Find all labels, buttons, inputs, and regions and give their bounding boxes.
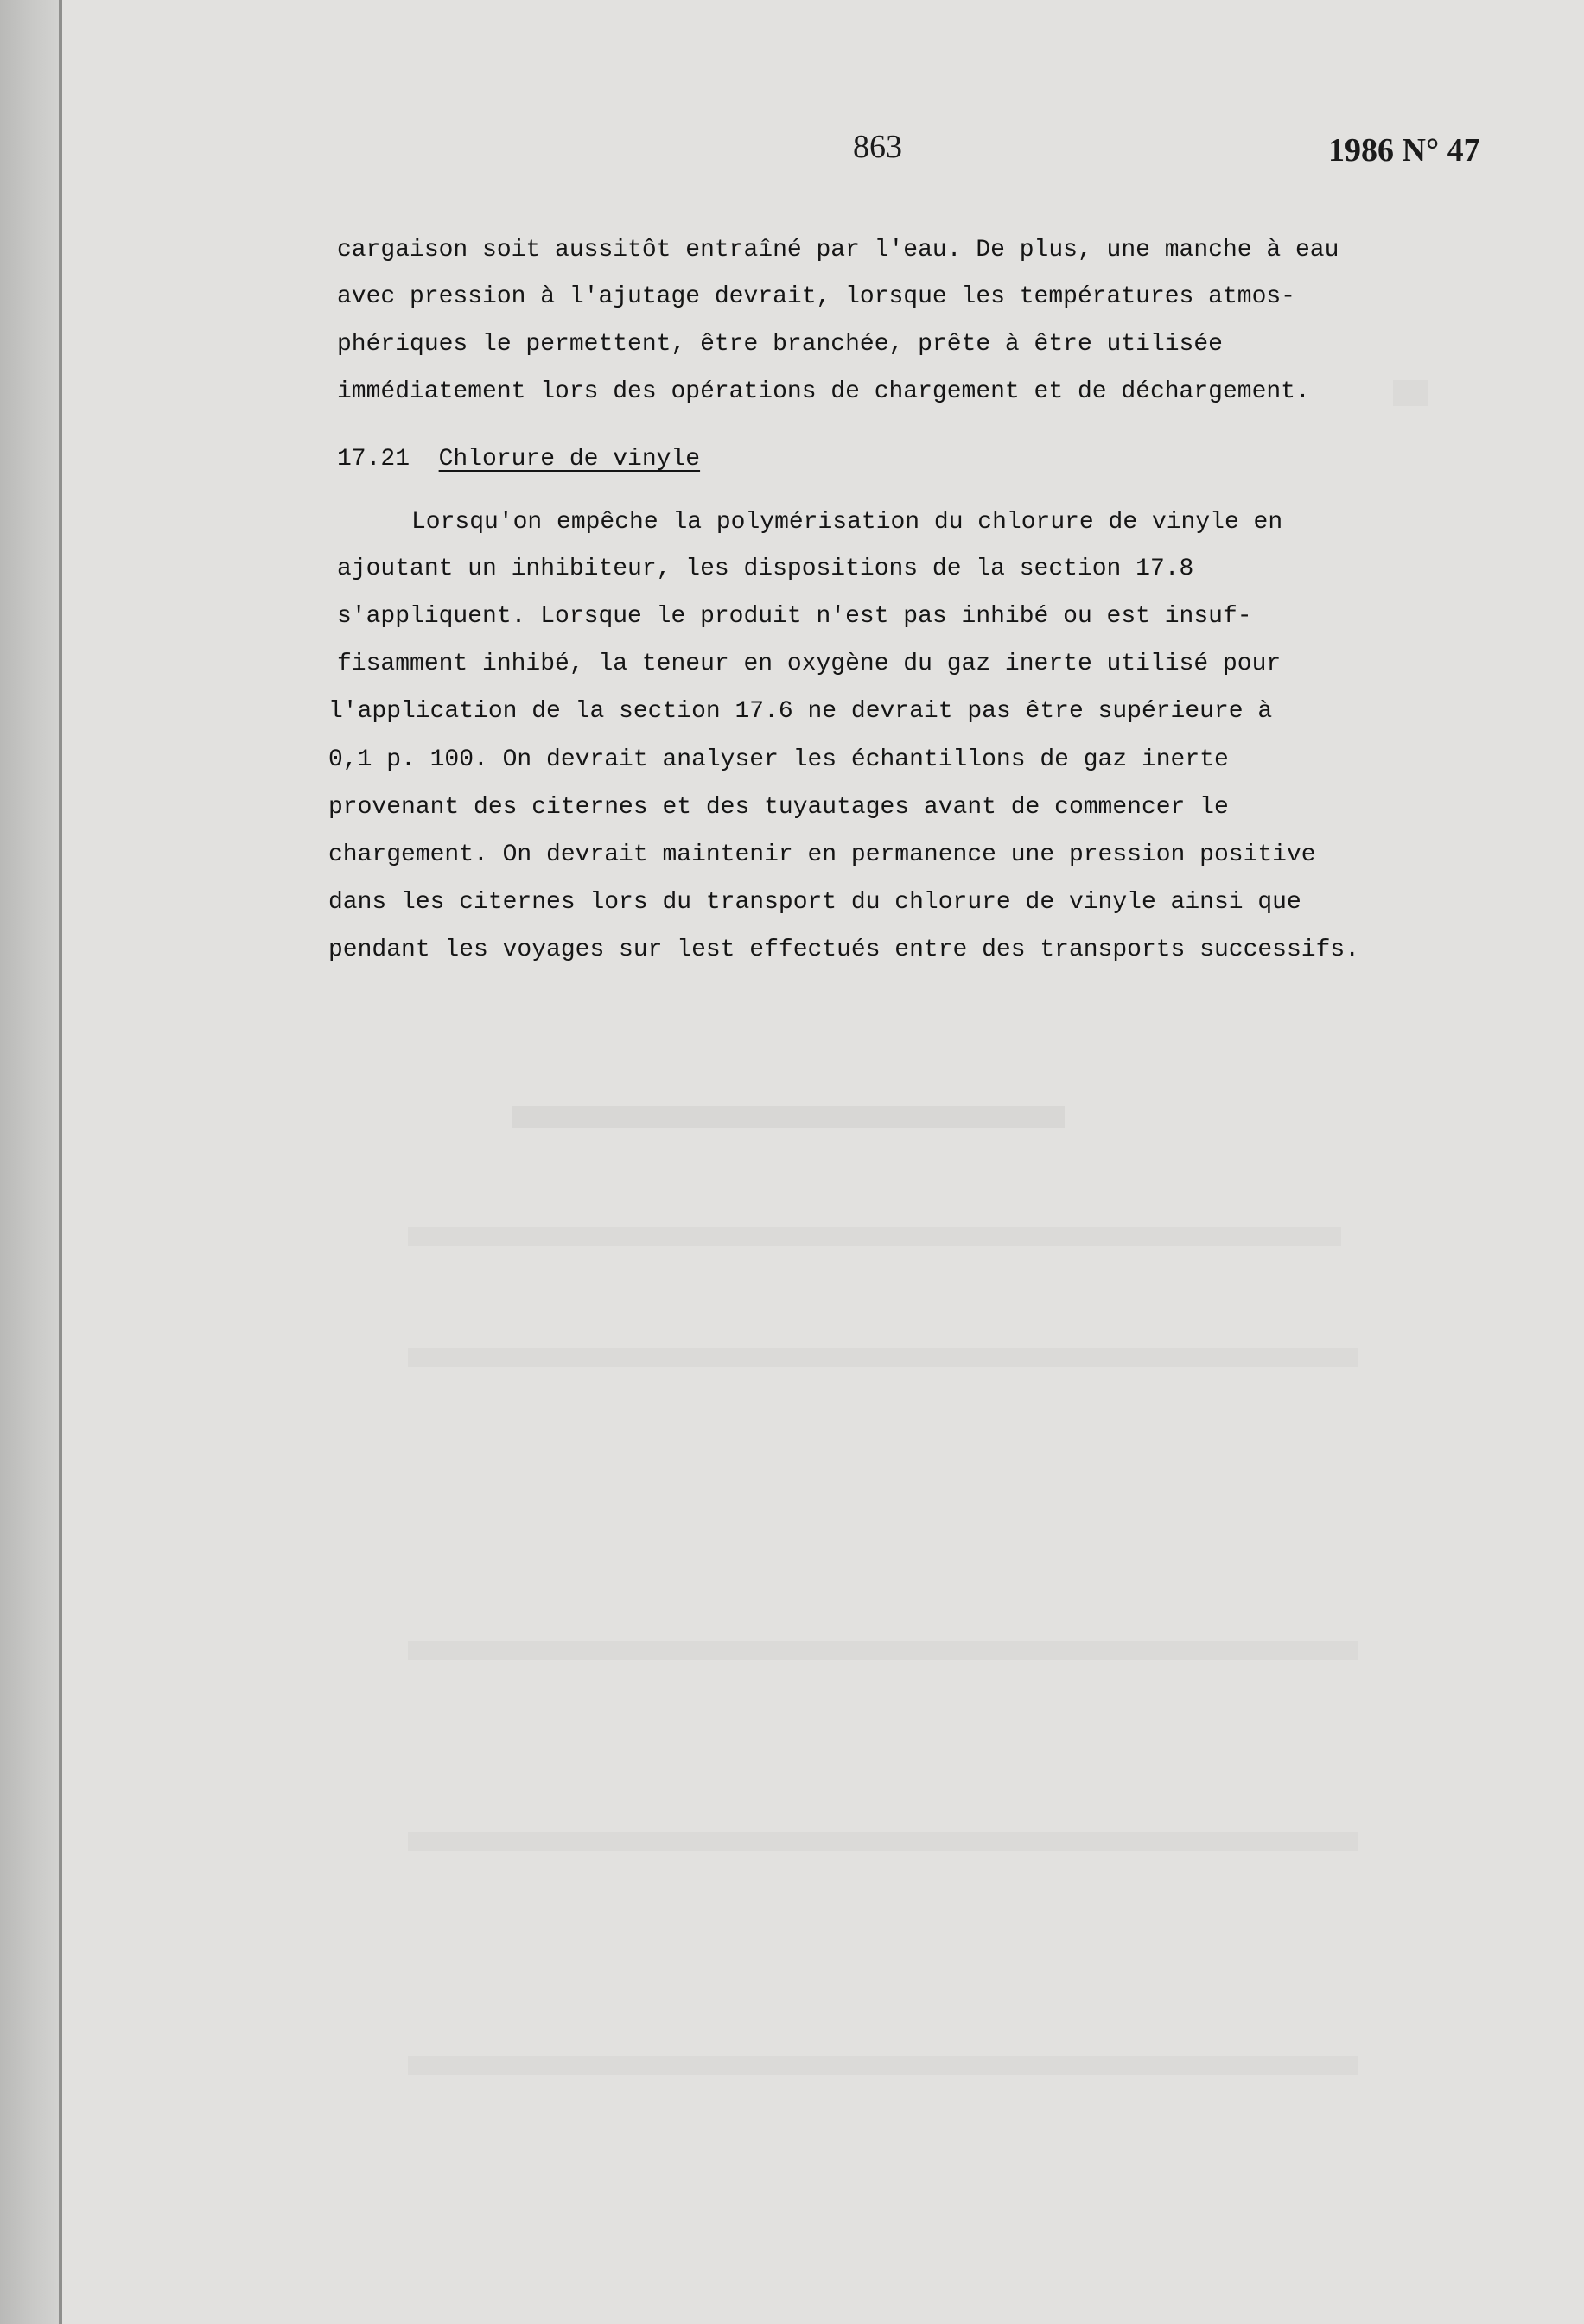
text-line: dans les citernes lors du transport du chlorure de vinyle ainsi que (328, 889, 1301, 916)
section-title: Chlorure de vinyle (438, 446, 701, 473)
binding-shadow (0, 0, 60, 2324)
text-line: phériques le permettent, être branchée, prête à être utilisée (337, 331, 1223, 358)
text-line: avec pression à l'ajutage devrait, lorsque les températures atmos- (337, 283, 1295, 310)
section-heading (337, 446, 700, 473)
document-page (62, 0, 1584, 2324)
text-line: chargement. On devrait maintenir en permanence une pression positive (328, 841, 1316, 868)
text-line: immédiatement lors des opérations de chargement et de déchargement. (337, 378, 1310, 405)
text-line: fisamment inhibé, la teneur en oxygène du gaz inerte utilisé pour (337, 651, 1282, 677)
text-line: provenant des citernes et des tuyautages avant de commencer le (328, 794, 1229, 821)
text-line: ajoutant un inhibiteur, les dispositions de la section 17.8 (337, 556, 1194, 582)
gazette-issue: 1986 N° 47 (1328, 132, 1480, 168)
text-line: l'application de la section 17.6 ne devrait pas être supérieure à (328, 698, 1273, 725)
text-line: s'appliquent. Lorsque le produit n'est pas inhibé ou est insuf- (337, 603, 1252, 630)
text-line: pendant les voyages sur lest effectués entre des transports successifs. (328, 937, 1359, 963)
text-line: 0,1 p. 100. On devrait analyser les échantillons de gaz inerte (328, 746, 1229, 773)
text-line: Lorsqu'on empêche la polymérisation du chlorure de vinyle en (411, 509, 1283, 536)
page-number: 863 (853, 129, 902, 165)
text-line: cargaison soit aussitôt entraîné par l'eau. De plus, une manche à eau (337, 237, 1339, 264)
section-number: 17.21 (337, 446, 410, 473)
